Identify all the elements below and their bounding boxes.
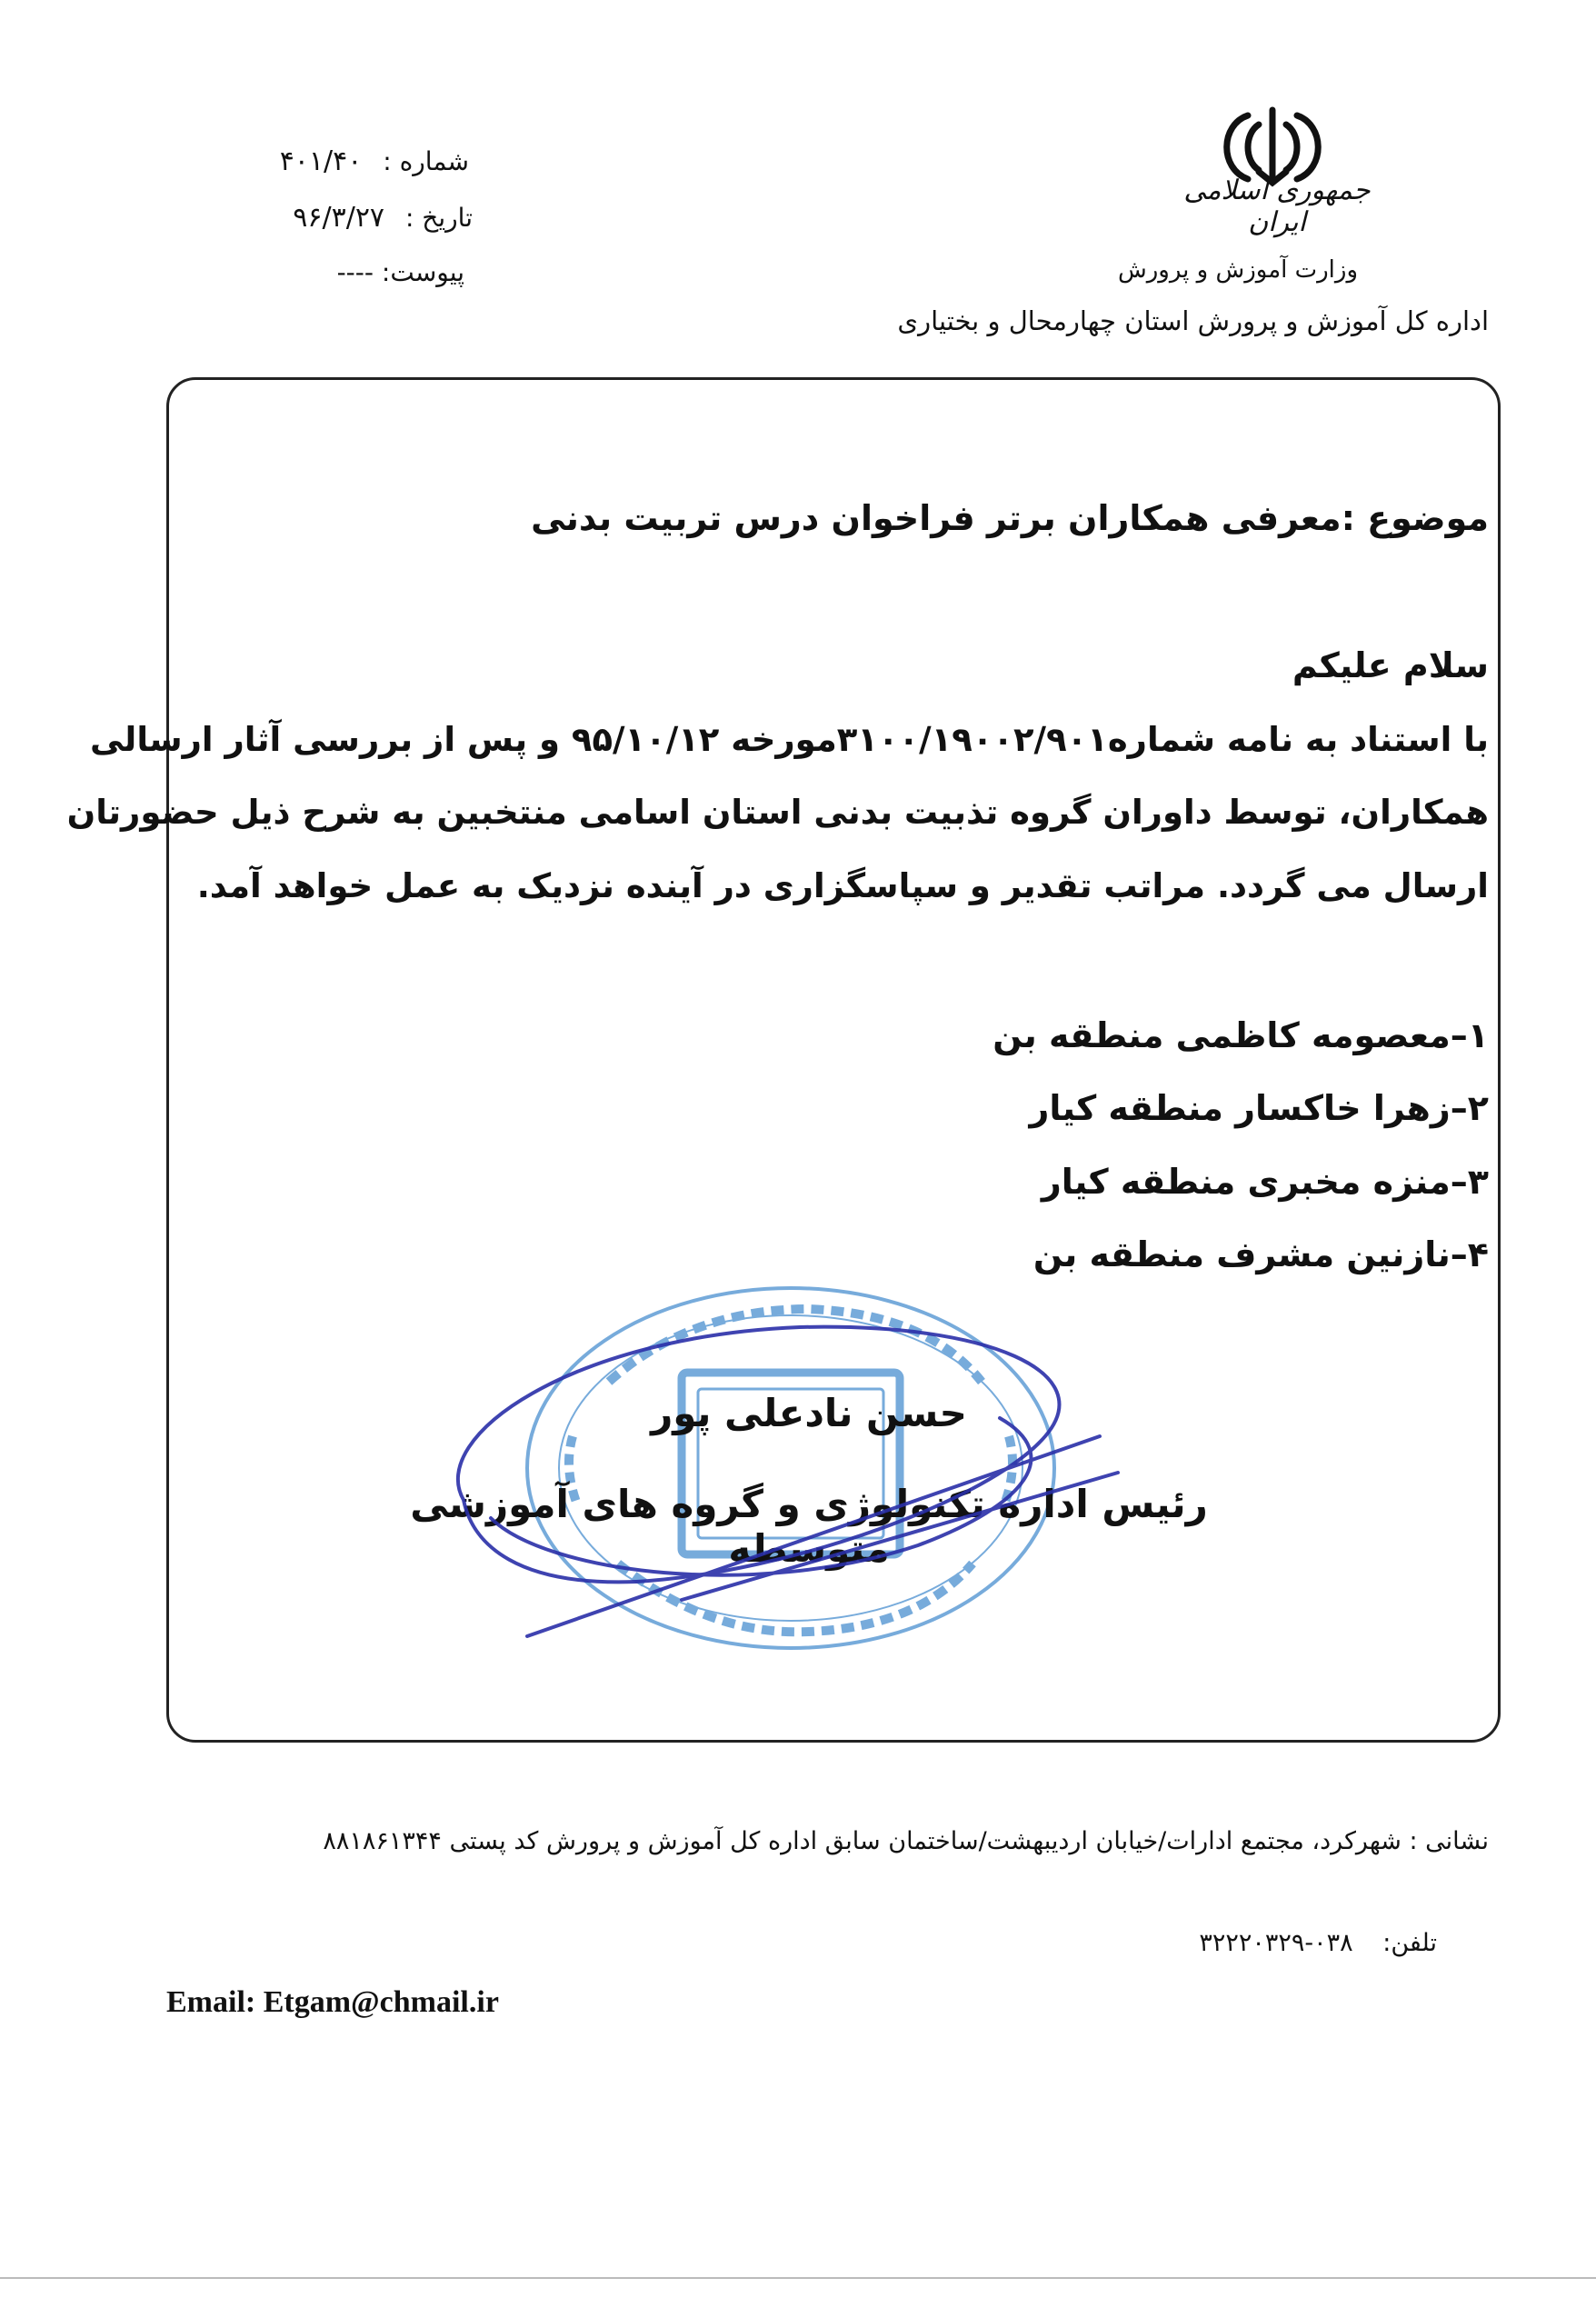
signer-name: حسن نادعلی پور	[651, 1391, 967, 1435]
list-item: ۱–معصومه کاظمی منطقه بن	[993, 1015, 1489, 1055]
list-item: ۲–زهرا خاکسار منطقه کیار	[1029, 1088, 1489, 1128]
letter-body-line: با استناد به نامه شماره۳۱۰۰/۱۹۰۰۲/۹۰۱مورخه ۹۵/۱۰/۱۲ و پس از بررسی آثار ارسالی	[90, 720, 1489, 759]
letter-body-line: همکاران، توسط داوران گروه تذبیت بدنی استان اسامی منتخبین به شرح ذیل حضورتان	[66, 793, 1489, 832]
letter-number-label: شماره :	[383, 146, 469, 176]
office-email: Email: Etgam@chmail.ir	[166, 1985, 499, 2019]
office-phone	[1199, 1929, 1437, 1957]
letter-date-label: تاریخ :	[404, 203, 473, 233]
scan-edge-line	[0, 2277, 1596, 2279]
signer-title: رئیس اداره تکنولوژی و گروه های آموزشی متوسطه	[410, 1482, 1208, 1571]
letter-date-value: ۹۶/۳/۲۷	[293, 202, 385, 234]
letter-body-line: ارسال می گردد. مراتب تقدیر و سپاسگزاری در آینده نزدیک به عمل خواهد آمد.	[196, 866, 1489, 905]
letter-date	[293, 202, 473, 234]
letter-number-value: ۴۰۱/۴۰	[279, 145, 363, 177]
office-address: نشانی : شهرکرد، مجتمع ادارات/خیابان اردیبهشت/ساختمان سابق اداره کل آموزش و پرورش کد پستی ۸۸۱۸۶۱۳۴۴	[323, 1827, 1489, 1855]
letter-number	[280, 145, 469, 177]
list-item: ۴–نازنین مشرف منطقه بن	[1032, 1234, 1489, 1274]
list-item: ۳–منزه مخبری منطقه کیار	[1041, 1162, 1489, 1202]
directorate-name: اداره کل آموزش و پرورش استان چهارمحال و بختیاری	[897, 305, 1489, 336]
phone-label: تلفن:	[1382, 1929, 1437, 1957]
emblem-caption: جمهوری اسلامی ایران	[1183, 175, 1371, 238]
letter-attachment: پیوست: ----	[336, 257, 464, 287]
handwritten-signature	[409, 1273, 1209, 1654]
phone-value: ۰۳۸-۳۲۲۲۰۳۲۹	[1199, 1929, 1353, 1957]
ministry-name: وزارت آموزش و پرورش	[1117, 256, 1358, 284]
letter-greeting: سلام علیکم	[1292, 645, 1489, 685]
letter-subject: موضوع :معرفی همکاران برتر فراخوان درس تربیت بدنی	[531, 498, 1489, 538]
